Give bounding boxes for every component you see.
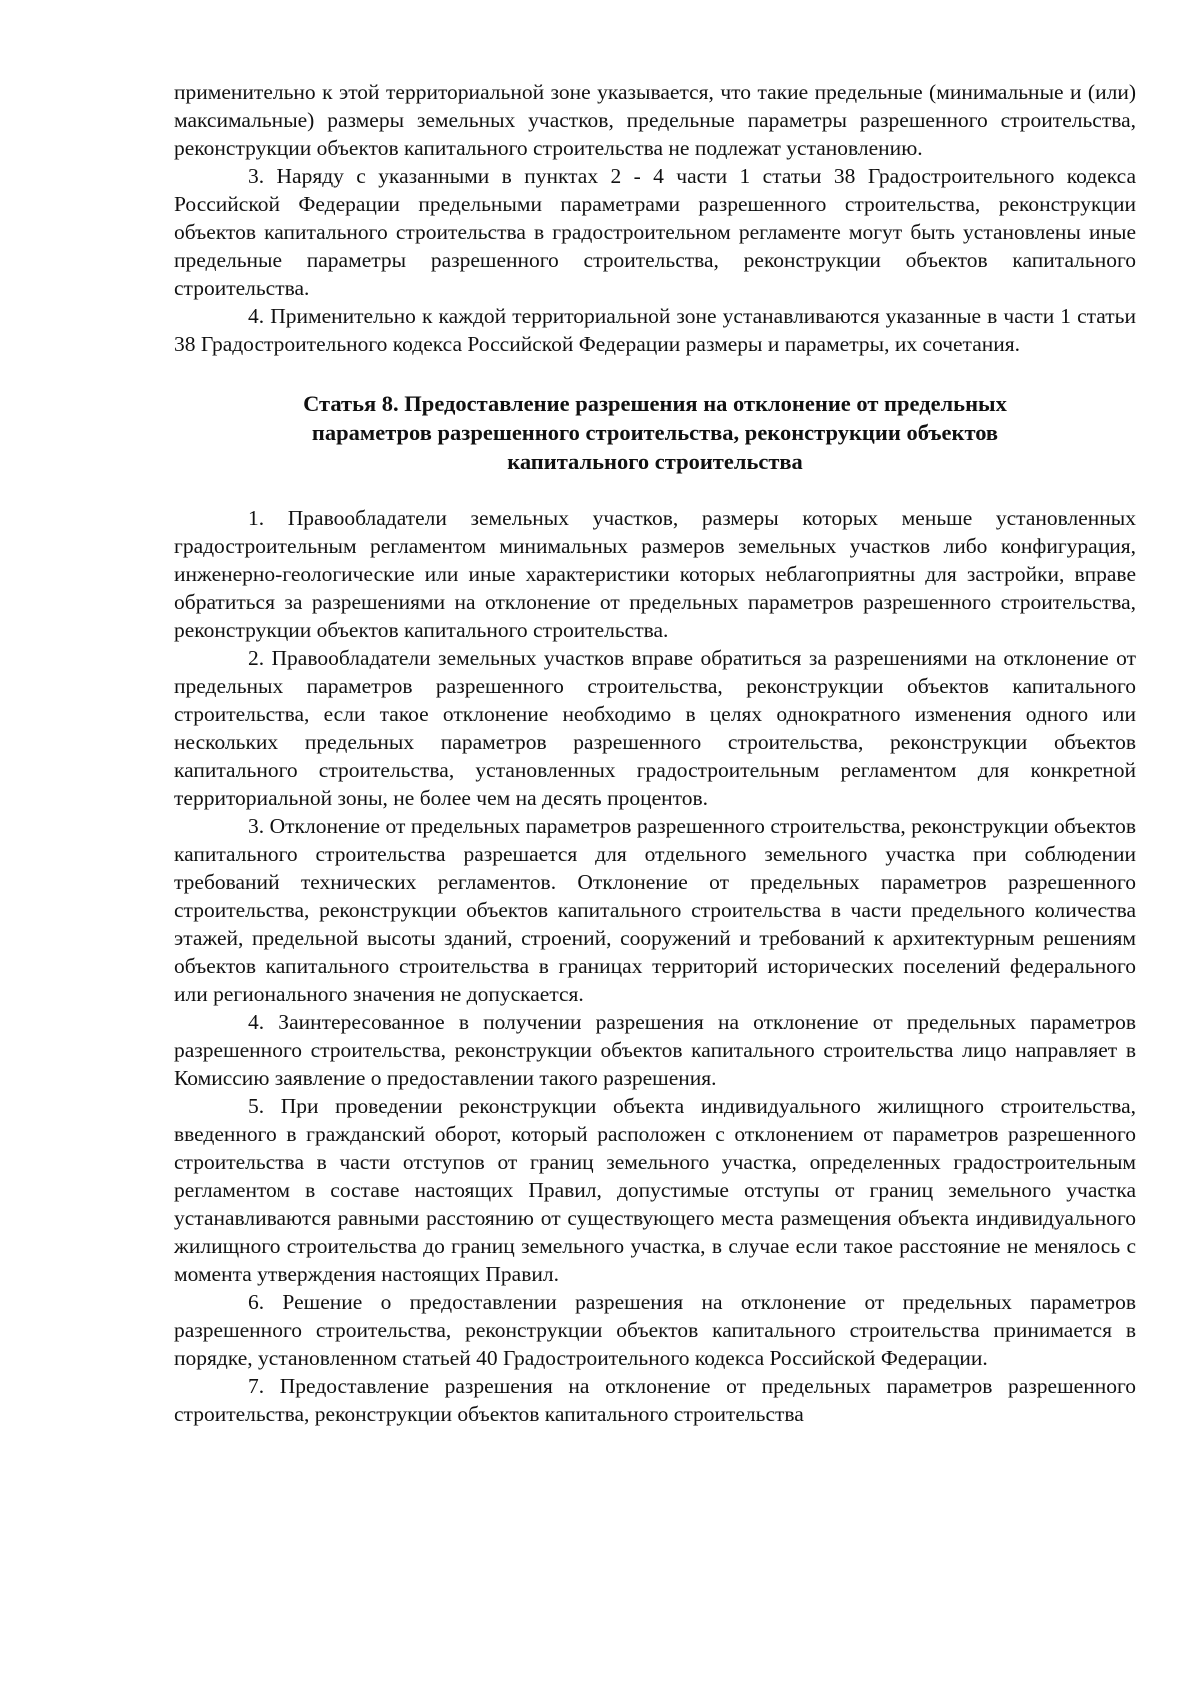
paragraph-item-3: 3. Наряду с указанными в пунктах 2 - 4 части 1 статьи 38 Градостроительного кодекса Российской Федерации предельными параметрами разрешенного строительства, реконструкции объектов капитального строительства в градостроительном регламенте могут быть установлены иные предельные параметры разрешенного строительства, реконструкции объектов капитального строительства. [174, 164, 1136, 300]
article-paragraph-4: 4. Заинтересованное в получении разрешения на отклонение от предельных параметров разрешенного строительства, реконструкции объектов капитального строительства лицо направляет в Комиссию заявление о предоставлении такого разрешения. [174, 1010, 1136, 1090]
article-paragraph-6: 6. Решение о предоставлении разрешения на отклонение от предельных параметров разрешенного строительства, реконструкции объектов капитального строительства принимается в порядке, установленном статьей 40 Градостроительного кодекса Российской Федерации. [174, 1290, 1136, 1370]
article-paragraph-7: 7. Предоставление разрешения на отклонение от предельных параметров разрешенного строительства, реконструкции объектов капитального строительства [174, 1374, 1136, 1426]
article-heading-line-2: параметров разрешенного строительства, реконструкции объектов [311, 420, 999, 445]
paragraph-item-4: 4. Применительно к каждой территориальной зоне устанавливаются указанные в части 1 статьи 38 Градостроительного кодекса Российской Федерации размеры и параметры, их сочетания. [174, 304, 1136, 356]
article-paragraph-1: 1. Правообладатели земельных участков, размеры которых меньше установленных градостроительным регламентом минимальных размеров земельных участков либо конфигурация, инженерно-геологические или иные характеристики которых неблагоприятны для застройки, вправе обратиться за разрешениями на отклонение от предельных параметров разрешенного строительства, реконструкции объектов капитального строительства. [174, 506, 1136, 642]
article-paragraph-5: 5. При проведении реконструкции объекта индивидуального жилищного строительства, введенного в гражданский оборот, который расположен с отклонением от параметров разрешенного строительства в части отступов от границ земельного участка, определенных градостроительным регламентом в составе настоящих Правил, допустимые отступы от границ земельного участка устанавливаются равными расстоянию от существующего места размещения объекта индивидуального жилищного строительства до границ земельного участка, в случае если такое расстояние не менялось с момента утверждения настоящих Правил. [174, 1094, 1136, 1286]
article-heading [174, 389, 1136, 476]
document-page [174, 78, 1136, 1428]
article-paragraph-2: 2. Правообладатели земельных участков вправе обратиться за разрешениями на отклонение от предельных параметров разрешенного строительства, реконструкции объектов капитального строительства, если такое отклонение необходимо в целях однократного изменения одного или нескольких предельных параметров разрешенного строительства, реконструкции объектов капитального строительства, установленных градостроительным регламентом для конкретной территориальной зоны, не более чем на десять процентов. [174, 646, 1136, 810]
article-heading-line-3: капитального строительства [507, 449, 803, 474]
article-heading-line-1: Статья 8. Предоставление разрешения на отклонение от предельных [303, 391, 1007, 416]
paragraph-continuation: применительно к этой территориальной зоне указывается, что такие предельные (минимальные и (или) максимальные) размеры земельных участков, предельные параметры разрешенного строительства, реконструкции объектов капитального строительства не подлежат установлению. [174, 80, 1136, 160]
article-paragraph-3: 3. Отклонение от предельных параметров разрешенного строительства, реконструкции объектов капитального строительства разрешается для отдельного земельного участка при соблюдении требований технических регламентов. Отклонение от предельных параметров разрешенного строительства, реконструкции объектов капитального строительства в части предельного количества этажей, предельной высоты зданий, строений, сооружений и требований к архитектурным решениям объектов капитального строительства в границах территорий исторических поселений федерального или регионального значения не допускается. [174, 814, 1136, 1006]
